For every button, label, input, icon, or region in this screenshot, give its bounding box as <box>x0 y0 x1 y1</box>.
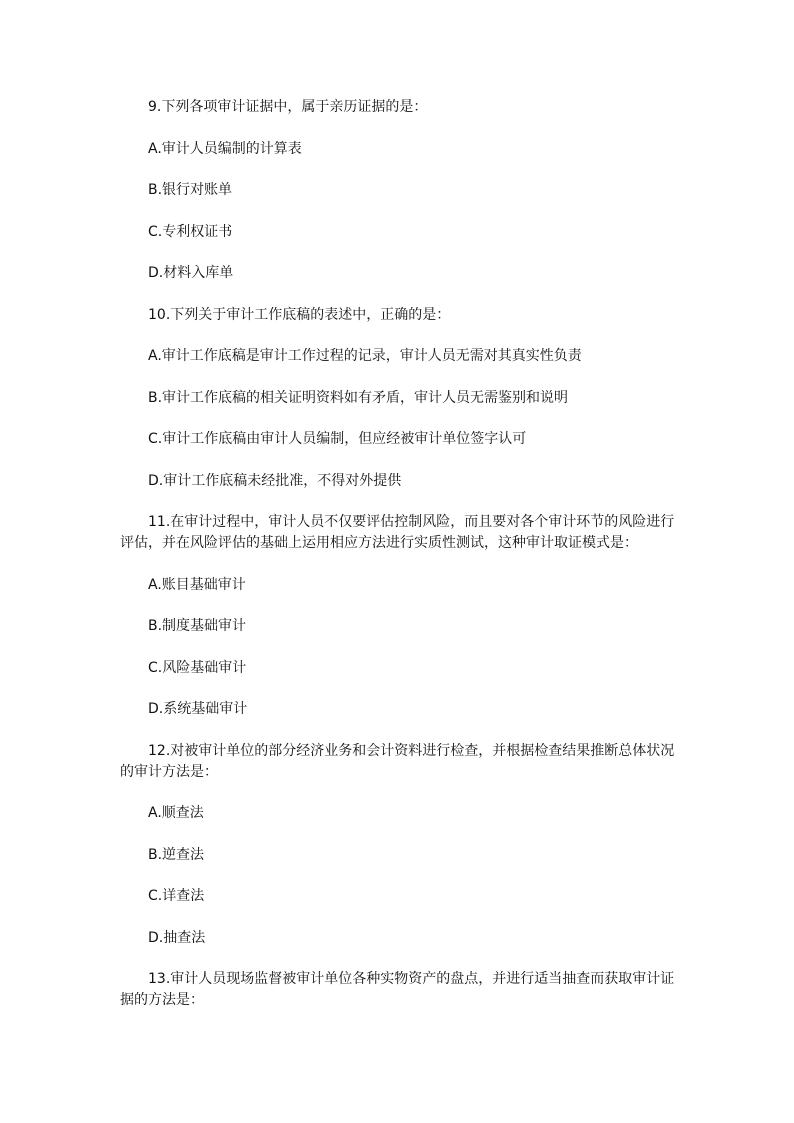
option-row <box>120 616 680 637</box>
option-row <box>120 263 680 284</box>
option-row <box>120 471 680 492</box>
option-row <box>120 845 680 866</box>
answer-option: D.审计工作底稿未经批准，不得对外提供 <box>148 472 402 489</box>
answer-option: D.系统基础审计 <box>148 701 248 717</box>
question-line: 11.在审计过程中，审计人员不仅要评估控制风险，而且要对各个审计环节的风险进行 <box>148 514 675 530</box>
option-row <box>120 222 680 243</box>
option-row <box>120 346 680 367</box>
question-line: 9.下列各项审计证据中，属于亲历证据的是： <box>148 99 428 115</box>
question-stem <box>120 969 680 1011</box>
answer-option: C.风险基础审计 <box>148 659 247 676</box>
answer-option: D.抽查法 <box>148 929 206 946</box>
question-stem <box>120 305 680 326</box>
answer-option: D.材料入库单 <box>148 265 234 281</box>
option-row <box>120 803 680 824</box>
option-row <box>120 658 680 679</box>
answer-option: B.审计工作底稿的相关证明资料如有矛盾，审计人员无需鉴别和说明 <box>148 389 569 406</box>
question-stem <box>120 512 680 554</box>
option-row <box>120 429 680 450</box>
question-line: 13.审计人员现场监督被审计单位各种实物资产的盘点，并进行适当抽查而获取审计证 <box>148 971 675 987</box>
answer-option: B.制度基础审计 <box>148 618 247 634</box>
question-line: 10.下列关于审计工作底稿的表述中，正确的是： <box>148 306 451 323</box>
answer-option: A.账目基础审计 <box>148 576 246 593</box>
option-row <box>120 886 680 907</box>
question-line: 的审计方法是： <box>120 763 218 780</box>
answer-option: A.顺查法 <box>148 805 204 821</box>
question-line: 据的方法是： <box>120 992 204 1008</box>
option-row <box>120 388 680 409</box>
question-stem <box>120 97 680 118</box>
answer-option: C.审计工作底稿由审计人员编制，但应经被审计单位签字认可 <box>148 431 527 447</box>
option-row <box>120 575 680 596</box>
option-row <box>120 928 680 949</box>
option-row <box>120 180 680 201</box>
answer-option: B.逆查法 <box>148 846 205 863</box>
option-row <box>120 139 680 160</box>
answer-option: A.审计人员编制的计算表 <box>148 140 302 157</box>
question-line: 12.对被审计单位的部分经济业务和会计资料进行检查，并根据检查结果推断总体状况 <box>148 742 675 759</box>
document-page <box>120 97 680 1032</box>
answer-option: B.银行对账单 <box>148 182 233 198</box>
answer-option: C.专利权证书 <box>148 223 233 240</box>
answer-option: C.详查法 <box>148 888 205 904</box>
option-row <box>120 699 680 720</box>
question-stem <box>120 741 680 783</box>
question-line: 评估，并在风险评估的基础上运用相应方法进行实质性测试，这种审计取证模式是： <box>120 535 638 551</box>
answer-option: A.审计工作底稿是审计工作过程的记录，审计人员无需对其真实性负责 <box>148 348 582 364</box>
